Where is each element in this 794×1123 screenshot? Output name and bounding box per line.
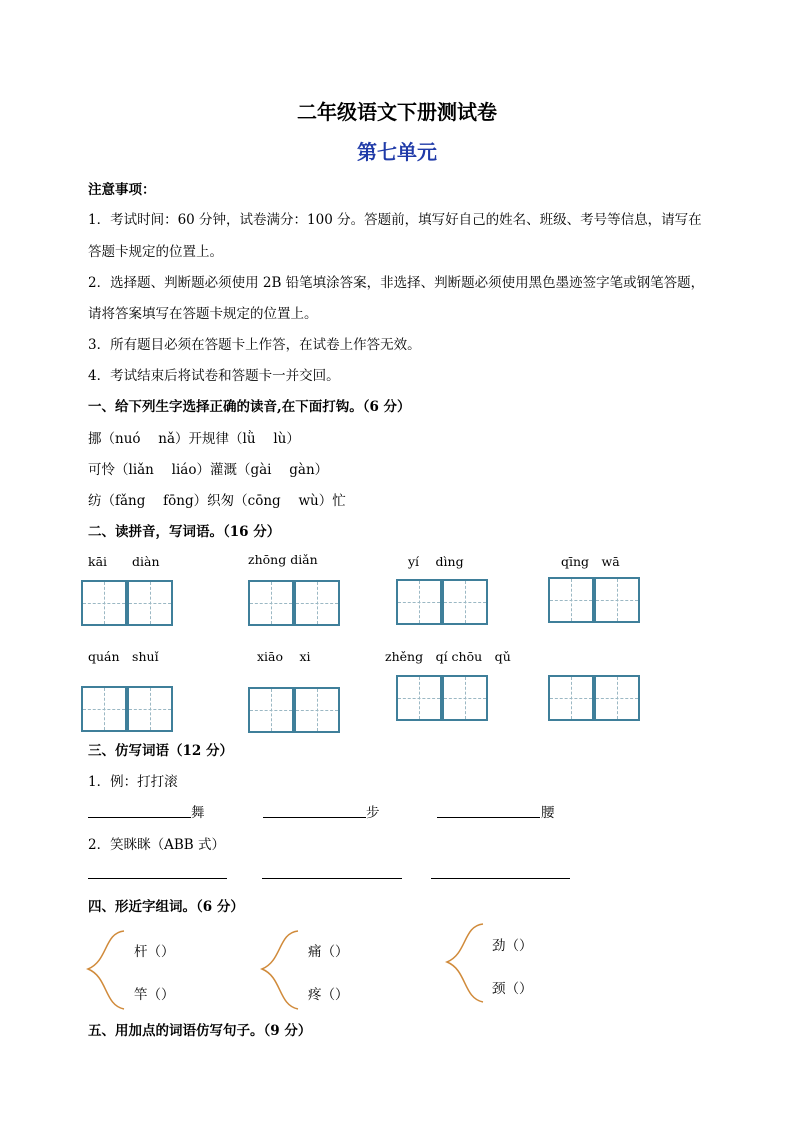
blank-line[interactable] [262,878,402,879]
q1-line: 纺（fǎng fōng）织匆（cōng wù）忙 [88,493,346,509]
blank-suffix: 舞 [191,805,205,821]
pinyin-label: quán shuǐ [88,649,159,664]
brace-icon [86,925,126,1015]
pinyin-label: kāi diàn [88,554,160,569]
q3-item-1: 1．例：打打滚 [88,774,178,790]
notice-line: 3．所有题目必须在答题卡上作答，在试卷上作答无效。 [88,337,421,353]
notice-line: 4．考试结束后将试卷和答题卡一并交回。 [88,368,340,384]
q4-heading: 四、形近字组词。（6 分） [88,899,244,915]
q1-line: 挪（nuó nǎ）开规律（lǜ lù） [88,431,300,447]
q1-heading: 一、给下列生字选择正确的读音,在下面打钩。（6 分） [88,399,411,415]
page-title: 二年级语文下册测试卷 [297,100,497,124]
similar-char: 疼（） [308,987,349,1003]
similar-char: 劲（） [492,938,533,954]
blank-line[interactable] [88,817,191,818]
pinyin-label: xiāo xi [257,649,311,664]
pinyin-label: qīng wā [561,554,620,569]
similar-char: 竿（） [134,987,175,1003]
similar-char: 痛（） [308,944,349,960]
blank-line[interactable] [88,878,227,879]
q2-heading: 二、读拼音，写词语。（16 分） [88,524,281,540]
blank-line[interactable] [263,817,366,818]
q3-item-2: 2．笑眯眯（ABB 式） [88,837,225,853]
notice-line: 请将答案填写在答题卡规定的位置上。 [88,306,318,322]
notice-line: 2．选择题、判断题必须使用 2B 铅笔填涂答案，非选择、判断题必须使用黑色墨迹签字笔或钢笔答题， [88,275,705,291]
pinyin-label: zhěng qí chōu qǔ [385,649,511,664]
similar-char: 杆（） [134,944,175,960]
notice-heading: 注意事项： [88,182,156,198]
q5-heading: 五、用加点的词语仿写句子。（9 分） [88,1023,312,1039]
blank-line[interactable] [431,878,570,879]
q3-heading: 三、仿写词语（12 分） [88,743,233,759]
pinyin-label: zhōng diǎn [248,552,318,567]
pinyin-label: yí dìng [408,554,464,569]
similar-char: 颈（） [492,981,533,997]
q1-line: 可怜（liǎn liáo）灌溉（gài gàn） [88,462,329,478]
notice-line: 答题卡规定的位置上。 [88,244,223,260]
notice-line: 1．考试时间：60 分钟，试卷满分：100 分。答题前，填写好自己的姓名、班级、考号等信息，请写在 [88,212,702,228]
blank-line[interactable] [437,817,540,818]
blank-suffix: 腰 [541,805,555,821]
unit-subtitle: 第七单元 [357,140,437,164]
brace-icon [260,925,300,1015]
brace-icon [445,918,485,1008]
blank-suffix: 步 [366,805,380,821]
